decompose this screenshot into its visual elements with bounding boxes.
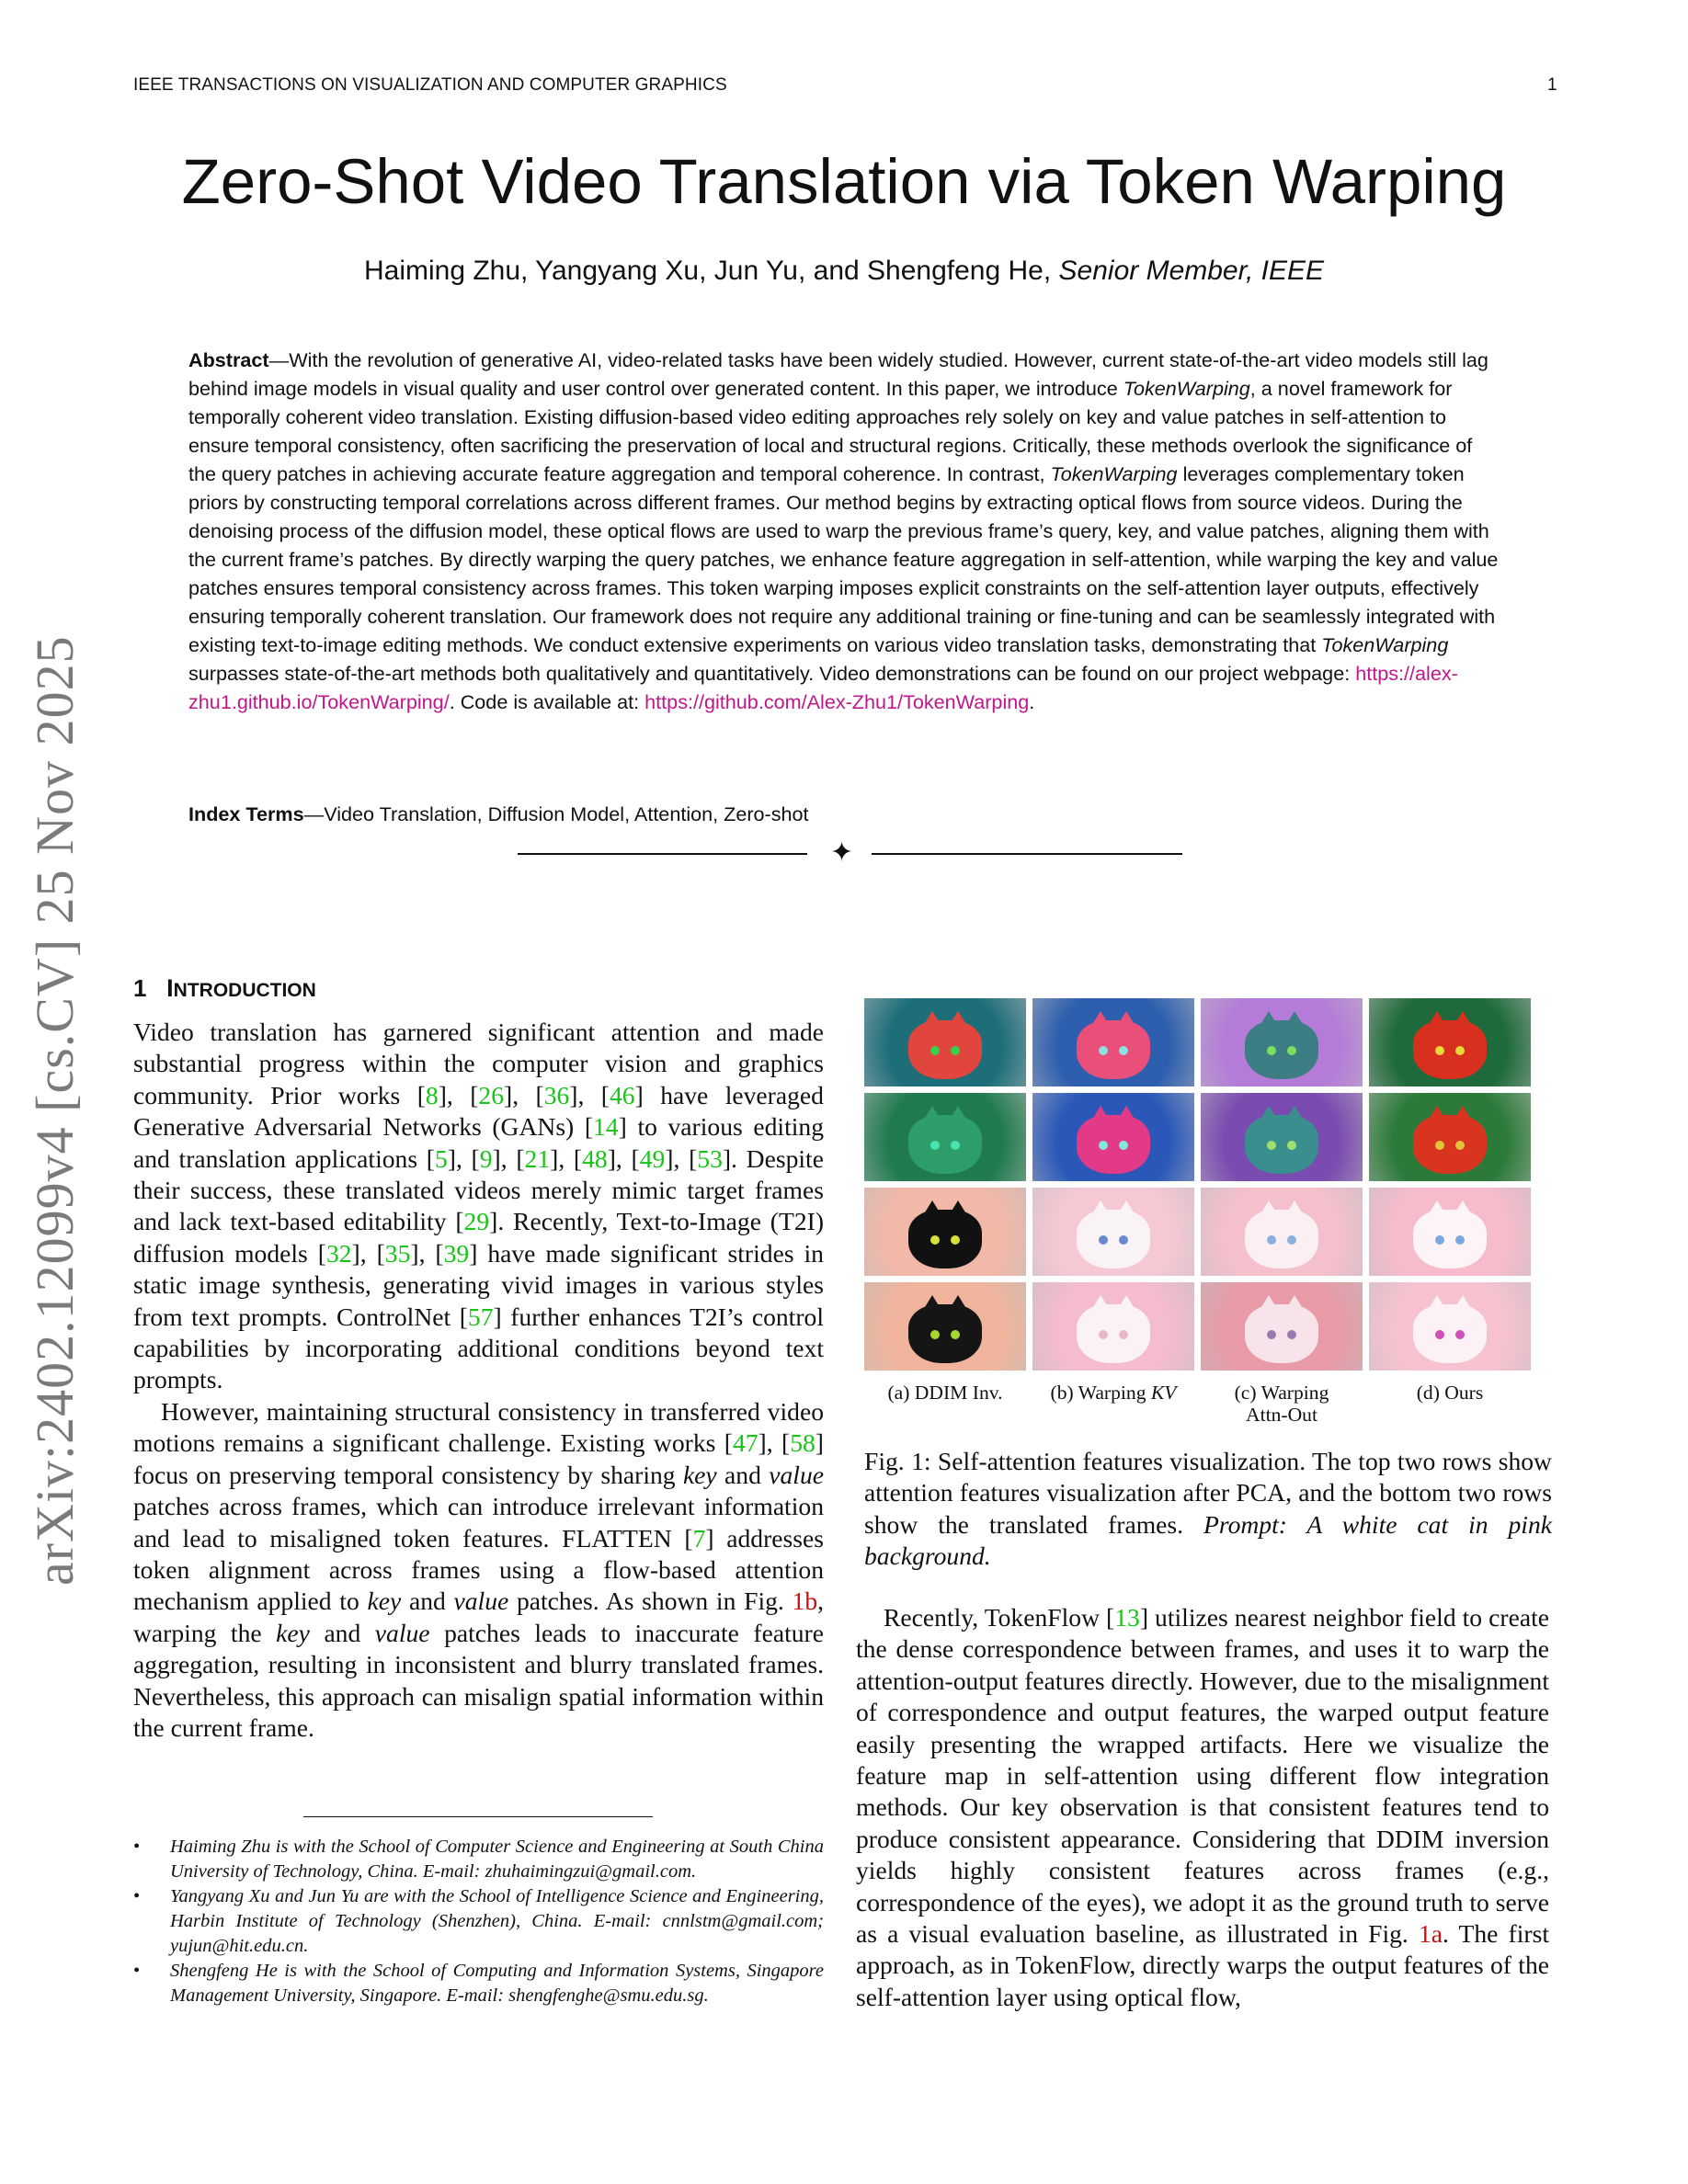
cat-ear-shape xyxy=(943,1295,973,1319)
figure-thumbnail xyxy=(1032,1188,1194,1276)
figure-thumbnail xyxy=(864,1282,1026,1371)
cat-eye-shape xyxy=(1119,1046,1128,1055)
figure-thumbnail xyxy=(1032,998,1194,1086)
italic-term: value xyxy=(374,1618,430,1647)
index-terms xyxy=(188,802,1503,826)
citation-link[interactable]: 58 xyxy=(790,1428,815,1458)
sublabel-c-line1: (c) Warping xyxy=(1234,1382,1329,1404)
abstract-text: . Code is available at: xyxy=(449,690,645,713)
cat-eye-shape xyxy=(1455,1235,1465,1245)
citation-link[interactable]: 29 xyxy=(463,1207,490,1236)
footnote-rule xyxy=(303,1816,653,1817)
bullet-icon: • xyxy=(133,1961,141,1981)
cat-ear-shape xyxy=(1280,1011,1309,1035)
index-terms-label: Index Terms xyxy=(188,802,304,825)
index-terms-text: —Video Translation, Diffusion Model, Attention, Zero-shot xyxy=(303,802,809,825)
figure-ref-link[interactable]: 1b xyxy=(792,1587,818,1616)
method-name: TokenWarping xyxy=(1321,633,1449,656)
cat-eye-shape xyxy=(930,1141,940,1150)
cat-ear-shape xyxy=(1448,1295,1477,1319)
project-webpage-link[interactable]: https://alex-zhu1.github.io/TokenWarping/ xyxy=(188,662,1458,713)
sublabel-d: (d) Ours xyxy=(1416,1382,1484,1404)
body-text: ] further enhances T2I’s control capabilities by incorporating additional conditions beyond text prompts. xyxy=(133,1302,824,1394)
body-text: ], [ xyxy=(607,1143,640,1173)
cat-eye-shape xyxy=(951,1235,960,1245)
sublabel-b-text: (b) Warping xyxy=(1050,1382,1151,1404)
code-repository-link[interactable]: https://github.com/Alex-Zhu1/TokenWarping xyxy=(644,690,1030,713)
cat-ear-shape xyxy=(1112,1106,1141,1130)
author-line xyxy=(0,256,1688,287)
italic-term: value xyxy=(453,1587,509,1616)
intro-paragraph-3 xyxy=(856,1602,1549,2013)
body-text: and xyxy=(309,1618,375,1647)
bullet-icon: • xyxy=(133,1837,141,1857)
footnote xyxy=(133,1884,824,1959)
body-text: ], [ xyxy=(550,1143,583,1173)
body-text: ], [ xyxy=(569,1080,610,1109)
cat-eye-shape xyxy=(951,1141,960,1150)
cat-ear-shape xyxy=(943,1106,973,1130)
figure-thumbnail xyxy=(1201,1188,1363,1276)
divider-line-left xyxy=(518,853,807,855)
body-text: and xyxy=(401,1587,454,1616)
caption-text: Fig. 1: Self-attention features visualization. The top two rows show attention features visualization after PCA, and the bottom two rows show the translated frames. xyxy=(864,1447,1552,1539)
body-text: ], [ xyxy=(492,1143,525,1173)
cat-eye-shape xyxy=(1435,1235,1444,1245)
body-text: ] to various editing and translation applications [ xyxy=(133,1112,824,1173)
cat-eye-shape xyxy=(930,1046,940,1055)
body-text: ], [ xyxy=(438,1080,479,1109)
method-name: TokenWarping xyxy=(1050,462,1178,485)
citation-link[interactable]: 8 xyxy=(425,1080,439,1109)
cat-eye-shape xyxy=(1455,1046,1465,1055)
cat-eye-shape xyxy=(1287,1235,1296,1245)
citation-link[interactable]: 35 xyxy=(384,1238,411,1268)
body-text: ] utilizes nearest neighbor field to create the dense correspondence between frames, and uses it to warp the attention-output features directly. However, due to the misalignment of correspondence and output features, the warped output feature easily presenting the wrapped artifacts. Here we visualize the feature map in self-attention using different flow integration methods. Our key observation is that consistent features tend to produce consistent appearance. Considering that DDIM inversion yields highly consistent features across frames (e.g., correspondence of the eyes), we adopt it as the ground truth to serve as a visual evaluation baseline, as illustrated in Fig. xyxy=(856,1603,1549,1949)
body-text: ]. Despite their success, these translated videos merely mimic target frames and lack text-based editability [ xyxy=(133,1143,824,1236)
body-text: patches. As shown in Fig. xyxy=(508,1587,793,1616)
body-text: ], [ xyxy=(351,1238,385,1268)
cat-eye-shape xyxy=(1267,1330,1276,1339)
cat-ear-shape xyxy=(1280,1106,1309,1130)
cat-eye-shape xyxy=(1435,1330,1444,1339)
section-heading xyxy=(133,974,316,1003)
cat-eye-shape xyxy=(930,1235,940,1245)
cat-eye-shape xyxy=(1287,1141,1296,1150)
page-number: 1 xyxy=(1547,75,1557,95)
sublabel-b xyxy=(1032,1382,1194,1404)
cat-eye-shape xyxy=(1287,1046,1296,1055)
citation-link[interactable]: 9 xyxy=(479,1143,493,1173)
figure-thumbnail xyxy=(1201,998,1363,1086)
sublabel-c-line2: Attn-Out xyxy=(1246,1404,1317,1426)
abstract-text: , a novel framework for temporally coherent video translation. Existing diffusion-based video editing approaches rely solely on key and value patches in self-attention to ensure temporal consistency, often sacrificing the preservation of local and structural regions. Critically, these methods overlook the significance of the query patches in achieving accurate feature aggregation and temporal coherence. In contrast, xyxy=(188,377,1473,485)
figure-thumbnail xyxy=(1201,1282,1363,1371)
body-text: ], [ xyxy=(447,1143,480,1173)
divider-star-icon: ✦ xyxy=(830,837,854,868)
citation-link[interactable]: 36 xyxy=(543,1080,570,1109)
cat-ear-shape xyxy=(943,1011,973,1035)
abstract-text: —With the revolution of generative AI, video-related tasks have been widely studied. However, current state-of-the-art video models still lag behind image models in visual quality and user control over generated content. In this paper, we introduce xyxy=(188,348,1488,400)
citation-link[interactable]: 47 xyxy=(732,1428,758,1458)
cat-eye-shape xyxy=(1287,1330,1296,1339)
intro-paragraph-1 xyxy=(133,1017,824,1396)
cat-eye-shape xyxy=(1119,1235,1128,1245)
figure-1 xyxy=(864,998,1552,1573)
bullet-icon: • xyxy=(133,1886,141,1906)
footnote-text: Haiming Zhu is with the School of Computer Science and Engineering at South China University of Technology, China. E-mail: zhuhaimingzui@gmail.com. xyxy=(170,1837,824,1882)
cat-ear-shape xyxy=(943,1200,973,1224)
citation-link[interactable]: 57 xyxy=(467,1302,494,1331)
footnote-text: Shengfeng He is with the School of Computing and Information Systems, Singapore Management University, Singapore. E-mail: shengfenghe@smu.edu.sg. xyxy=(170,1961,824,2006)
footnote xyxy=(133,1835,824,1884)
arxiv-stamp: arXiv:2402.12099v4 [cs.CV] 25 Nov 2025 xyxy=(25,635,85,1586)
citation-link[interactable]: 46 xyxy=(610,1080,635,1109)
body-text: . The first approach, as in TokenFlow, directly warps the output features of the self-attention layer using optical flow, xyxy=(856,1919,1549,2011)
caption-prompt: Prompt: A white cat in pink background. xyxy=(864,1509,1552,1571)
body-text: , warping the xyxy=(133,1587,825,1647)
body-text: ] focus on preserving temporal consistency by sharing xyxy=(133,1428,824,1489)
body-text: ], [ xyxy=(758,1428,791,1458)
sublabel-b-italic: KV xyxy=(1150,1382,1177,1404)
abstract xyxy=(188,346,1503,716)
cat-ear-shape xyxy=(1280,1295,1309,1319)
abstract-text: leverages complementary token priors by constructing temporal correlations across different frames. Our method begins by extracting optical flows from source videos. During the denoising process of the diffusion model, these optical flows are used to warp the previous frame’s query, key, and value patches, aligning them with the current frame’s patches. By directly warping the query patches, we enhance feature aggregation in self-attention, while warping the key and value patches ensures temporal consistency across frames. This token warping imposes explicit constraints on the self-attention layer outputs, effectively ensuring temporally coherent translation. Our framework does not require any additional training or fine-tuning and can be seamlessly integrated with existing text-to-image editing methods. We conduct extensive experiments on various video translation tasks, demonstrating that xyxy=(188,462,1499,656)
citation-link[interactable]: 39 xyxy=(443,1238,470,1268)
figure-ref-link[interactable]: 1a xyxy=(1418,1919,1443,1949)
figure-sublabels xyxy=(864,1382,1540,1433)
footnote xyxy=(133,1959,824,2008)
citation-link[interactable]: 5 xyxy=(434,1143,448,1173)
body-text: ]. Recently, Text-to-Image (T2I) diffusion models [ xyxy=(133,1207,825,1268)
cat-ear-shape xyxy=(1448,1011,1477,1035)
cat-eye-shape xyxy=(1435,1141,1444,1150)
citation-link[interactable]: 32 xyxy=(325,1238,352,1268)
section-title-initial: I xyxy=(166,974,174,1002)
sublabel-c xyxy=(1201,1382,1363,1426)
cat-eye-shape xyxy=(1099,1235,1108,1245)
body-text: However, maintaining structural consistency in transferred video motions remains a significant challenge. Existing works [ xyxy=(133,1396,824,1458)
intro-paragraph-2 xyxy=(133,1396,824,1744)
body-text: ] have made significant strides in static image synthesis, generating vivid images in various styles from text prompts. ControlNet [ xyxy=(133,1238,824,1331)
cat-eye-shape xyxy=(930,1330,940,1339)
figure-thumbnail xyxy=(1369,998,1531,1086)
figure-thumbnail xyxy=(1369,1188,1531,1276)
figure-thumbnail xyxy=(864,1188,1026,1276)
figure-thumbnail xyxy=(1201,1093,1363,1181)
cat-ear-shape xyxy=(1112,1011,1141,1035)
body-text: Video translation has garnered significant attention and made substantial progress within the computer vision and graphics community. Prior works [ xyxy=(133,1018,824,1109)
body-text: ] addresses token alignment across frames using a flow-based attention mechanism applied to xyxy=(133,1523,824,1616)
abstract-label: Abstract xyxy=(188,348,269,371)
body-text: ], [ xyxy=(665,1143,698,1173)
cat-eye-shape xyxy=(951,1046,960,1055)
figure-thumbnail xyxy=(864,998,1026,1086)
figure-thumbnail xyxy=(864,1093,1026,1181)
author-names: Haiming Zhu, Yangyang Xu, Jun Yu, and Shengfeng He, xyxy=(363,256,1059,286)
cat-eye-shape xyxy=(1099,1141,1108,1150)
cat-eye-shape xyxy=(1119,1141,1128,1150)
cat-eye-shape xyxy=(1267,1235,1276,1245)
body-text: patches leads to inaccurate feature aggregation, resulting in inconsistent and blurry translated frames. Nevertheless, this approach can misalign spatial information within the current frame. xyxy=(133,1618,824,1742)
divider-line-right xyxy=(872,853,1182,855)
running-head: IEEE TRANSACTIONS ON VISUALIZATION AND COMPUTER GRAPHICS xyxy=(133,75,727,95)
abstract-text: surpasses state-of-the-art methods both qualitatively and quantitatively. Video demonstrations can be found on our project webpage: xyxy=(188,662,1356,685)
cat-eye-shape xyxy=(1267,1141,1276,1150)
body-text: ] have leveraged Generative Adversarial Networks (GANs) [ xyxy=(133,1080,824,1142)
citation-link[interactable]: 26 xyxy=(478,1080,504,1109)
body-text: patches across frames, which can introduce irrelevant information and lead to misaligned token features. FLATTEN [ xyxy=(133,1492,824,1553)
italic-term: key xyxy=(367,1587,402,1616)
body-text: ], [ xyxy=(410,1238,444,1268)
body-text: and xyxy=(716,1460,770,1489)
footnote-text: Yangyang Xu and Jun Yu are with the School of Intelligence Science and Engineering, Harbin Institute of Technology (Shenzhen), China. E-mail: cnnlstm@gmail.com; yujun@hit.edu.cn. xyxy=(170,1886,824,1956)
method-name: TokenWarping xyxy=(1123,377,1250,400)
italic-term: key xyxy=(682,1460,717,1489)
cat-eye-shape xyxy=(1455,1330,1465,1339)
citation-link[interactable]: 7 xyxy=(692,1523,706,1553)
figure-thumbnail xyxy=(1032,1282,1194,1371)
body-text: Recently, TokenFlow [ xyxy=(884,1603,1115,1632)
italic-term: key xyxy=(276,1618,310,1647)
figure-image-grid xyxy=(864,998,1540,1371)
figure-thumbnail xyxy=(1032,1093,1194,1181)
citation-link[interactable]: 21 xyxy=(524,1143,551,1173)
footnotes xyxy=(133,1835,824,2008)
author-membership: Senior Member, IEEE xyxy=(1058,256,1324,286)
citation-link[interactable]: 49 xyxy=(639,1143,666,1173)
cat-ear-shape xyxy=(1448,1106,1477,1130)
cat-eye-shape xyxy=(1435,1046,1444,1055)
abstract-text: . xyxy=(1029,690,1035,713)
sublabel-a: (a) DDIM Inv. xyxy=(887,1382,1003,1404)
figure-thumbnail xyxy=(1369,1093,1531,1181)
cat-ear-shape xyxy=(1112,1295,1141,1319)
cat-eye-shape xyxy=(1119,1330,1128,1339)
cat-eye-shape xyxy=(1099,1330,1108,1339)
cat-ear-shape xyxy=(1112,1200,1141,1224)
figure-thumbnail xyxy=(1369,1282,1531,1371)
citation-link[interactable]: 14 xyxy=(593,1112,619,1142)
right-column xyxy=(856,1602,1549,2013)
figure-caption xyxy=(864,1446,1552,1573)
cat-eye-shape xyxy=(951,1330,960,1339)
cat-eye-shape xyxy=(1455,1141,1465,1150)
left-column xyxy=(133,1017,824,1744)
body-text: ], [ xyxy=(504,1080,544,1109)
section-number: 1 xyxy=(133,974,147,1002)
section-title-rest: NTRODUCTION xyxy=(173,980,316,1001)
paper-title: Zero-Shot Video Translation via Token Warping xyxy=(181,146,1507,217)
citation-link[interactable]: 53 xyxy=(697,1143,723,1173)
cat-ear-shape xyxy=(1280,1200,1309,1224)
cat-eye-shape xyxy=(1267,1046,1276,1055)
cat-ear-shape xyxy=(1448,1200,1477,1224)
italic-term: value xyxy=(769,1460,824,1489)
cat-eye-shape xyxy=(1099,1046,1108,1055)
citation-link[interactable]: 13 xyxy=(1114,1603,1140,1632)
citation-link[interactable]: 48 xyxy=(582,1143,608,1173)
